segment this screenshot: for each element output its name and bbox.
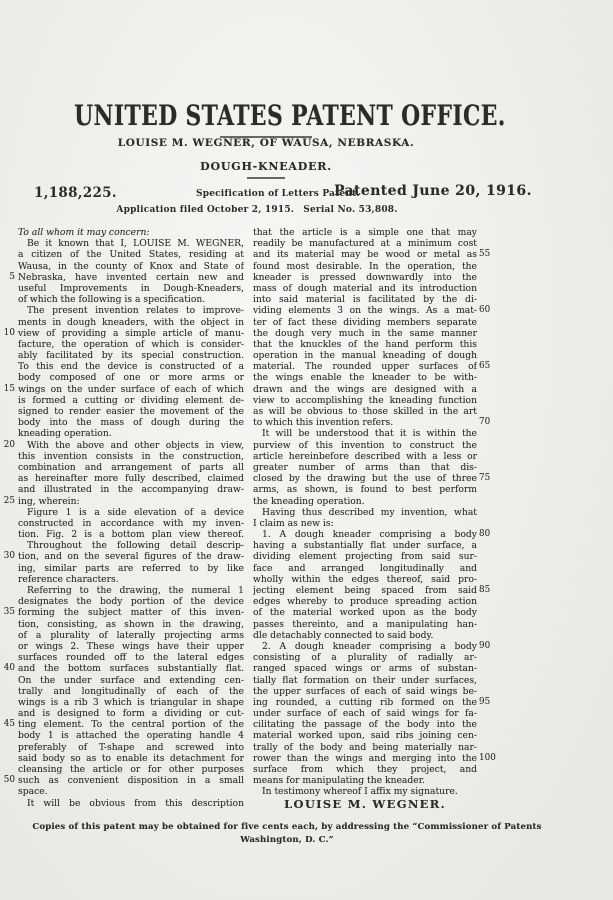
line-text: dividing element projecting from said sur- xyxy=(253,551,477,563)
line-text: such as convenient disposition in a small xyxy=(18,775,244,787)
line-text: useful Improvements in Dough-Kneaders, xyxy=(18,282,244,294)
line-text: wholly within the edges thereof, said pro- xyxy=(253,573,477,585)
text-line xyxy=(18,395,244,406)
line-number: 70 xyxy=(479,417,491,428)
text-line xyxy=(3,607,244,619)
text-line xyxy=(253,640,491,652)
line-text: into said material is facilitated by the di- xyxy=(253,294,477,306)
text-line xyxy=(18,249,244,260)
text-line xyxy=(253,384,477,395)
line-text: is formed a cutting or dividing element de- xyxy=(18,394,244,406)
text-line xyxy=(18,406,244,417)
line-text: material worked upon, said ribs joining cen- xyxy=(253,730,477,742)
invention-title: DOUGH-KNEADER. xyxy=(200,160,332,173)
text-line xyxy=(18,630,244,641)
line-number: 55 xyxy=(479,249,491,260)
line-text: to which this invention refers. xyxy=(253,417,394,429)
text-line xyxy=(18,451,244,462)
line-text: the dough very much in the same manner xyxy=(253,327,477,339)
text-line xyxy=(18,753,244,764)
line-text: Having thus described my invention, what xyxy=(262,506,477,518)
line-number: 5 xyxy=(9,271,15,282)
line-text: that the article is a simple one that may xyxy=(253,227,477,238)
text-line xyxy=(18,764,244,775)
text-line xyxy=(18,294,244,305)
text-line xyxy=(253,283,477,294)
inventor-attribution: LOUISE M. WEGNER, OF WAUSA, NEBRASKA. xyxy=(117,137,415,149)
text-line xyxy=(253,775,477,786)
line-text: having a substantially flat under surface, a xyxy=(253,540,477,552)
line-text: and its material may be wood or metal as xyxy=(253,249,477,261)
text-line xyxy=(18,641,244,652)
line-text: passes thereinto, and a manipulating han- xyxy=(253,618,477,630)
line-text: On the under surface and extending cen- xyxy=(18,674,244,686)
text-line xyxy=(253,484,477,495)
line-text: space. xyxy=(18,786,48,798)
line-text: It will be obvious from this description xyxy=(27,797,244,809)
line-text: cilitating the passage of the body into the xyxy=(253,719,477,731)
left-column xyxy=(3,227,244,812)
line-number: 65 xyxy=(479,361,491,372)
line-text: ments in dough kneaders, with the object in xyxy=(18,316,244,328)
line-text: In testimony whereof I affix my signature. xyxy=(262,786,458,798)
text-line xyxy=(253,551,477,562)
line-text: as will be obvious to those skilled in the art xyxy=(253,406,477,417)
text-line xyxy=(18,484,244,495)
text-line xyxy=(253,339,477,350)
line-text: designates the body portion of the device xyxy=(18,596,244,608)
text-line xyxy=(253,719,477,730)
line-text: wings on the under surface of each of which xyxy=(18,383,244,395)
text-line xyxy=(253,451,477,462)
line-text: purview of this invention to construct the xyxy=(253,439,477,451)
footer-line-1: Copies of this patent may be obtained for five cents each, by addressing the “Commissioner of Patents xyxy=(32,822,542,832)
line-text: tion, consisting, as shown in the drawing, xyxy=(18,618,244,630)
text-line xyxy=(18,339,244,350)
text-line xyxy=(253,596,477,607)
text-line xyxy=(253,294,477,305)
line-text: kneader is pressed downwardly into the xyxy=(253,271,477,283)
line-number: 100 xyxy=(479,752,496,763)
line-text: said body so as to enable its detachment for xyxy=(18,752,244,764)
text-line xyxy=(18,350,244,361)
line-number: 80 xyxy=(479,529,491,540)
line-number: 45 xyxy=(3,719,15,730)
text-line xyxy=(3,719,244,731)
text-line xyxy=(18,518,244,529)
line-text: under surface of each of said wings for fa- xyxy=(253,708,477,720)
line-text: of which the following is a specification. xyxy=(18,294,206,306)
line-text: closed by the drawing but the use of three xyxy=(253,473,477,485)
text-line xyxy=(18,283,244,294)
line-text: ting element. To the central portion of the xyxy=(18,719,244,731)
patented-date: Patented June 20, 1916. xyxy=(334,183,532,199)
text-line xyxy=(18,417,244,428)
specification-label: Specification of Letters Patent. xyxy=(196,189,360,199)
line-text: a citizen of the United States, residing at xyxy=(18,249,244,261)
footer-line-2: Washington, D. C.” xyxy=(240,835,334,845)
text-line xyxy=(253,630,477,641)
line-text: operation in the manual kneading of dough xyxy=(253,350,477,362)
text-line xyxy=(253,708,477,719)
line-text: view to accomplishing the kneading function xyxy=(253,394,477,406)
line-text: cleansing the article or for other purposes xyxy=(18,764,244,775)
line-text: ter of fact these dividing members separate xyxy=(253,316,477,328)
line-text: the upper surfaces of each of said wings be- xyxy=(253,685,477,697)
line-text: body 1 is attached the operating handle 4 xyxy=(18,730,244,742)
text-line xyxy=(253,507,477,518)
text-line xyxy=(253,786,477,797)
text-line xyxy=(253,496,477,507)
line-text: Be it known that I, LOUISE M. WEGNER, xyxy=(27,238,244,250)
text-line xyxy=(253,798,477,812)
line-text: combination and arrangement of parts all xyxy=(18,461,244,473)
line-text: With the above and other objects in view, xyxy=(27,439,244,451)
text-line xyxy=(18,372,244,383)
line-text: 1. A dough kneader comprising a body xyxy=(262,529,477,541)
text-line xyxy=(3,439,244,451)
line-number: 50 xyxy=(3,775,15,786)
text-line xyxy=(18,742,244,753)
line-text: trally of the body and being materially nar- xyxy=(253,741,477,753)
line-number: 90 xyxy=(479,640,491,651)
text-line xyxy=(253,540,477,551)
line-text: ing rounded, a cutting rib formed on the xyxy=(253,696,477,708)
line-text: found most desirable. In the operation, the xyxy=(253,260,477,272)
text-line xyxy=(253,652,477,663)
text-line xyxy=(253,764,477,775)
text-line xyxy=(3,775,244,787)
line-text: tion, and on the several figures of the draw- xyxy=(18,551,244,563)
line-text: ranged spaced wings or arms of substan- xyxy=(253,663,477,675)
line-text: signed to render easier the movement of the xyxy=(18,406,244,417)
line-number: 60 xyxy=(479,305,491,316)
line-text: Referring to the drawing, the numeral 1 xyxy=(27,585,244,596)
line-text: body composed of one or more arms or xyxy=(18,372,244,384)
line-text: Throughout the following detail descrip- xyxy=(27,540,244,552)
text-line xyxy=(3,551,244,563)
line-text: drawn and the wings are designed with a xyxy=(253,383,477,395)
line-text: this invention consists in the construction, xyxy=(18,450,244,462)
line-number: 20 xyxy=(3,439,15,450)
text-line xyxy=(3,495,244,507)
line-text: forming the subject matter of this inven- xyxy=(18,607,244,619)
text-line xyxy=(253,696,491,708)
footer-notice xyxy=(0,821,574,847)
line-number: 85 xyxy=(479,585,491,595)
line-text: and the bottom surfaces substantially flat. xyxy=(18,663,244,675)
text-line xyxy=(253,428,477,439)
text-line xyxy=(253,395,477,406)
line-text: LOUISE M. WEGNER. xyxy=(284,797,446,811)
text-line xyxy=(18,428,244,439)
text-line xyxy=(18,563,244,574)
line-text: kneading operation. xyxy=(18,428,112,440)
line-number: 15 xyxy=(3,383,15,394)
text-line xyxy=(18,786,244,797)
line-number: 75 xyxy=(479,473,491,484)
divider-rule xyxy=(247,177,285,179)
text-line xyxy=(253,675,477,686)
line-text: or wings 2. These wings have their upper xyxy=(18,640,244,652)
text-line xyxy=(18,652,244,663)
text-line xyxy=(253,350,477,361)
text-line xyxy=(253,305,491,317)
line-text: view of providing a simple article of manu- xyxy=(18,327,244,339)
text-line xyxy=(18,529,244,540)
text-line xyxy=(253,417,491,429)
line-number: 35 xyxy=(3,607,15,618)
text-line xyxy=(253,238,477,249)
line-text: means for manipulating the kneader. xyxy=(253,775,426,787)
line-text: the wings enable the kneader to be with- xyxy=(253,372,477,384)
text-line xyxy=(253,249,491,261)
line-text: I claim as new is: xyxy=(253,517,334,529)
text-line xyxy=(18,473,244,484)
line-text: To all whom it may concern: xyxy=(18,227,150,238)
right-column xyxy=(253,227,496,812)
text-line xyxy=(18,261,244,272)
line-text: ably facilitated by its special construction. xyxy=(18,350,244,362)
text-line xyxy=(18,596,244,607)
line-text: ing, similar parts are referred to by like xyxy=(18,562,244,574)
line-text: and is designed to form a dividing or cut- xyxy=(18,708,244,720)
text-line xyxy=(253,529,491,541)
patent-meta-row xyxy=(20,183,532,203)
page-title: UNITED STATES PATENT OFFICE. xyxy=(74,99,506,132)
text-line xyxy=(253,440,477,451)
text-line xyxy=(18,317,244,328)
text-line xyxy=(253,361,491,373)
line-text: article hereinbefore described with a less or xyxy=(253,450,477,462)
text-line xyxy=(253,663,477,674)
line-text: readily be manufactured at a minimum cost xyxy=(253,238,477,250)
text-line xyxy=(18,227,244,238)
line-text: The present invention relates to improve- xyxy=(27,305,244,317)
text-line xyxy=(18,697,244,708)
text-line xyxy=(3,663,244,675)
line-text: face and arranged longitudinally and xyxy=(253,562,477,574)
line-text: Nebraska, have invented certain new and xyxy=(18,271,244,283)
text-line xyxy=(18,675,244,686)
text-line xyxy=(18,686,244,697)
line-text: of the material worked upon as the body xyxy=(253,607,477,619)
line-text: edges whereby to produce spreading action xyxy=(253,596,477,608)
line-number: 25 xyxy=(3,495,15,506)
text-line xyxy=(18,619,244,630)
text-line xyxy=(253,574,477,585)
line-text: and illustrated in the accompanying draw- xyxy=(18,484,244,496)
line-text: consisting of a plurality of radially ar- xyxy=(253,652,477,664)
text-line xyxy=(253,473,491,485)
text-line xyxy=(253,462,477,473)
line-text: ing, wherein: xyxy=(18,495,80,507)
two-column-body xyxy=(3,227,496,812)
text-line xyxy=(18,730,244,741)
line-text: Figure 1 is a side elevation of a device xyxy=(27,506,244,518)
text-line xyxy=(18,540,244,551)
line-text: It will be understood that it is within the xyxy=(262,428,477,440)
line-text: trally and longitudinally of each of the xyxy=(18,685,244,697)
text-line xyxy=(253,585,491,596)
line-text: rower than the wings and merging into the xyxy=(253,752,477,764)
line-text: reference characters. xyxy=(18,573,119,585)
line-text: preferably of T-shape and screwed into xyxy=(18,741,244,753)
line-number: 10 xyxy=(3,327,15,338)
text-line xyxy=(3,327,244,339)
line-number: 95 xyxy=(479,696,491,707)
line-text: that the knuckles of the hand perform this xyxy=(253,338,477,350)
line-text: jecting element being spaced from said xyxy=(253,585,477,596)
text-line xyxy=(253,272,477,283)
line-text: body into the mass of dough during the xyxy=(18,417,244,429)
patent-number: 1,188,225. xyxy=(34,185,117,201)
line-text: wings is a rib 3 which is triangular in shape xyxy=(18,696,244,708)
line-text: tially flat formation on their under surfaces, xyxy=(253,674,477,686)
line-text: of a plurality of laterally projecting arms xyxy=(18,629,244,641)
text-line xyxy=(253,563,477,574)
text-line xyxy=(253,518,477,529)
text-line xyxy=(253,261,477,272)
line-text: mass of dough material and its introduction xyxy=(253,282,477,294)
line-text: the kneading operation. xyxy=(253,495,365,507)
text-line xyxy=(9,271,244,283)
line-number: 30 xyxy=(3,551,15,562)
text-line xyxy=(253,686,477,697)
text-line xyxy=(18,507,244,518)
text-line xyxy=(18,798,244,809)
line-text: arms, as shown, is found to best perform xyxy=(253,484,477,496)
text-line xyxy=(3,383,244,395)
text-line xyxy=(18,708,244,719)
line-text: surface from which they project, and xyxy=(253,764,477,775)
text-line xyxy=(18,585,244,596)
line-number: 40 xyxy=(3,663,15,674)
text-line xyxy=(253,742,477,753)
line-text: surfaces rounded off to the lateral edges xyxy=(18,652,244,664)
line-text: To this end the device is constructed of a xyxy=(18,361,244,373)
text-line xyxy=(253,372,477,383)
line-text: facture, the operation of which is consider- xyxy=(18,338,244,350)
text-line xyxy=(253,752,496,764)
text-line xyxy=(253,227,477,238)
text-line xyxy=(18,238,244,249)
application-serial-line: Application filed October 2, 1915. Serial No. 53,808. xyxy=(116,205,398,215)
text-line xyxy=(253,607,477,618)
text-line xyxy=(253,317,477,328)
text-line xyxy=(18,462,244,473)
text-line xyxy=(253,730,477,741)
line-text: viding elements 3 on the wings. As a mat- xyxy=(253,305,477,317)
text-line xyxy=(18,361,244,372)
line-text: Wausa, in the county of Knox and State of xyxy=(18,260,244,272)
text-line xyxy=(253,619,477,630)
line-text: dle detachably connected to said body. xyxy=(253,629,434,641)
line-text: greater number of arms than that dis- xyxy=(253,461,477,473)
line-text: as hereinafter more fully described, claimed xyxy=(18,473,244,485)
line-text: material. The rounded upper surfaces of xyxy=(253,361,477,373)
line-text: constructed in accordance with my inven- xyxy=(18,517,244,529)
text-line xyxy=(18,574,244,585)
text-line xyxy=(253,406,477,417)
line-text: 2. A dough kneader comprising a body xyxy=(262,640,477,652)
text-line xyxy=(18,305,244,316)
text-line xyxy=(253,328,477,339)
line-text: tion. Fig. 2 is a bottom plan view thereof. xyxy=(18,529,244,541)
